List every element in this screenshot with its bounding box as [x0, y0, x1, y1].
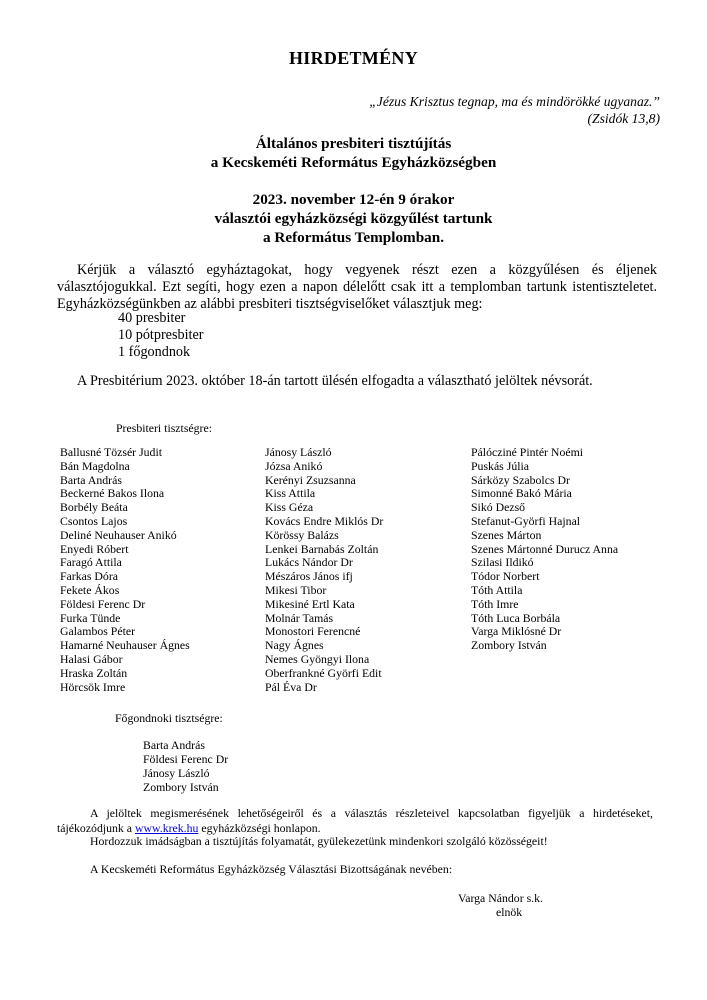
candidate-name: Kiss Géza	[265, 500, 314, 515]
candidate-name: Fekete Ákos	[60, 582, 120, 597]
candidate-name: Csontos Lajos	[60, 513, 128, 528]
closing-paragraph	[57, 806, 653, 835]
candidate-name: Halasi Gábor	[60, 651, 123, 666]
candidate-name: Kerényi Zsuzsanna	[265, 472, 356, 487]
candidate-name: Szenes Márton	[471, 527, 542, 542]
candidate-name: Ballusné Tözsér Judit	[60, 445, 163, 459]
candidate-name: Mikesi Tibor	[265, 582, 327, 597]
candidate-name: Pál Éva Dr	[265, 679, 317, 694]
heading-assembly	[0, 190, 707, 247]
intro-paragraph: Kérjük a választó egyháztagokat, hogy vegyenek részt ezen a közgyűlésen és éljenek választójogukkal. Ezt segíti, hogy ezen a napon délelőtt csak itt a templomban tartunk istentiszteletet. Egyházközségünkben az alábbi presbiteri tisztségviselőket választjuk meg:	[57, 262, 657, 312]
candidate-name: Barta András	[60, 472, 122, 487]
candidate-column-2	[265, 446, 383, 694]
closing-text: A jelöltek megismerésének lehetőségeiről és a választás részleteivel kapcsolatban figyeljük a hirdetéseket, tájékozódjunk a	[57, 806, 653, 835]
fogondnok-candidate: Földesi Ferenc Dr	[143, 752, 229, 766]
heading-line: 2023. november 12-én 9 órakor	[252, 191, 455, 208]
candidate-name: Tóth Attila	[471, 582, 523, 597]
heading-line: Általános presbiteri tisztújítás	[255, 135, 452, 152]
candidate-name: Sikó Dezső	[471, 500, 526, 515]
candidate-name: Kiss Attila	[265, 486, 316, 501]
candidate-name: Hörcsök Imre	[60, 679, 126, 694]
candidate-name: Farkas Dóra	[60, 569, 118, 584]
candidate-name: Oberfrankné Györfi Edit	[265, 665, 382, 680]
signature-name: Varga Nándor s.k.	[458, 891, 543, 905]
closing-text: egyházközségi honlapon.	[198, 820, 321, 835]
candidate-name: Galambos Péter	[60, 624, 136, 639]
heading-line: a Kecskeméti Református Egyházközségben	[210, 154, 497, 171]
prayer-line: Hordozzuk imádságban a tisztújítás folyamatát, gyülekezetünk mindenkori szolgáló közösségeit!	[90, 834, 548, 848]
committee-line: A Kecskeméti Református Egyházközség Választási Bizottságának nevében:	[90, 862, 453, 876]
candidate-name: Kovács Endre Miklós Dr	[265, 513, 384, 528]
quote-reference: (Zsidók 13,8)	[587, 111, 660, 126]
candidate-name: Simonné Bakó Mária	[471, 486, 572, 501]
candidate-name: Molnár Tamás	[265, 610, 334, 625]
heading-line: a Református Templomban.	[263, 229, 444, 246]
signature-role: elnök	[496, 905, 523, 919]
candidate-name: Enyedi Róbert	[60, 541, 129, 556]
candidate-name: Faragó Attila	[60, 555, 122, 570]
candidate-name: Bán Magdolna	[60, 458, 130, 473]
candidate-name: Nagy Ágnes	[265, 638, 324, 653]
candidate-name: Pálócziné Pintér Noémi	[471, 445, 584, 459]
candidate-name: Beckerné Bakos Ilona	[60, 486, 165, 501]
candidate-name: Jánosy László	[265, 445, 332, 459]
candidate-name: Deliné Neuhauser Anikó	[60, 527, 177, 542]
candidate-name: Zombory István	[471, 638, 547, 653]
candidate-name: Hraska Zoltán	[60, 665, 128, 680]
candidate-column-1	[60, 446, 190, 694]
fogondnok-candidate: Barta András	[143, 738, 205, 752]
website-link[interactable]: www.krek.hu	[134, 820, 199, 835]
fogondnok-candidate: Jánosy László	[143, 766, 210, 780]
position-item: 1 főgondnok	[118, 344, 191, 360]
candidate-name: Szenes Mártonné Durucz Anna	[471, 541, 619, 556]
candidate-name: Hamarné Neuhauser Ágnes	[60, 638, 190, 653]
candidate-name: Tóth Imre	[471, 596, 519, 611]
quote-text: „Jézus Krisztus tegnap, ma és mindörökké ugyanaz.”	[369, 94, 660, 109]
positions-list	[118, 310, 204, 361]
candidate-name: Puskás Júlia	[471, 458, 530, 473]
candidate-name: Mészáros János ifj	[265, 569, 353, 584]
fogondnok-candidate: Zombory István	[143, 780, 219, 794]
candidate-column-3	[471, 446, 621, 653]
page-title: HIRDETMÉNY	[288, 48, 418, 68]
fogondnok-list	[143, 738, 228, 794]
candidate-name: Földesi Ferenc Dr	[60, 596, 146, 611]
bible-quote	[369, 93, 660, 127]
candidate-name: Borbély Beáta	[60, 500, 128, 515]
candidate-name: Józsa Anikó	[265, 458, 323, 473]
candidate-name: Tóth Luca Borbála	[471, 610, 561, 625]
candidate-name: Monostori Ferencné	[265, 624, 361, 639]
candidate-name: Nemes Gyöngyi Ilona	[265, 651, 370, 666]
position-item: 10 pótpresbiter	[118, 327, 204, 343]
heading-line: választói egyházközségi közgyűlést tartunk	[214, 210, 493, 227]
position-item: 40 presbiter	[118, 310, 186, 326]
candidate-name: Körössy Balázs	[265, 527, 339, 542]
presbiter-label: Presbiteri tisztségre:	[116, 421, 212, 435]
candidate-name: Lenkei Barnabás Zoltán	[265, 541, 379, 556]
candidate-name: Lukács Nándor Dr	[265, 555, 353, 570]
candidate-name: Varga Miklósné Dr	[471, 624, 562, 639]
candidate-name: Sárközy Szabolcs Dr	[471, 472, 570, 487]
approval-paragraph: A Presbitérium 2023. október 18-án tartott ülésén elfogadta a választható jelöltek névsorát.	[77, 373, 593, 389]
heading-election	[0, 134, 707, 172]
candidate-name: Furka Tünde	[60, 610, 121, 625]
candidate-name: Tódor Norbert	[471, 569, 540, 584]
candidate-name: Szilasi Ildikó	[471, 555, 534, 570]
candidate-name: Stefanut-Györfi Hajnal	[471, 513, 581, 528]
fogondnok-label: Főgondnoki tisztségre:	[115, 711, 223, 725]
candidate-name: Mikesiné Ertl Kata	[265, 596, 355, 611]
